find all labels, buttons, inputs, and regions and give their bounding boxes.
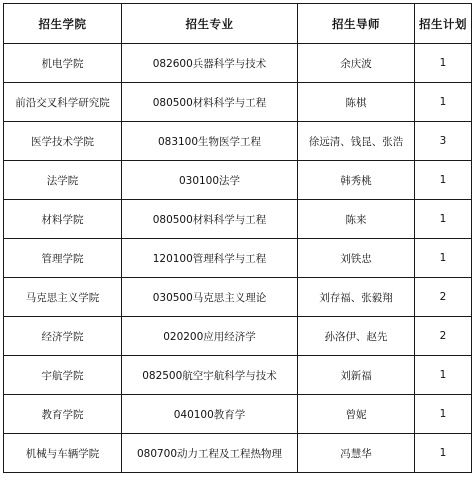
enrollment-table	[3, 3, 472, 473]
header-major: 招生专业	[122, 4, 298, 44]
cell-advisor: 余庆波	[298, 44, 415, 83]
cell-college: 医学技术学院	[4, 122, 122, 161]
table-row	[4, 395, 472, 434]
cell-major: 120100管理科学与工程	[122, 239, 298, 278]
cell-college: 机电学院	[4, 44, 122, 83]
cell-quota: 1	[415, 161, 472, 200]
cell-major: 080700动力工程及工程热物理	[122, 434, 298, 473]
cell-college: 前沿交叉科学研究院	[4, 83, 122, 122]
cell-quota: 1	[415, 44, 472, 83]
cell-quota: 1	[415, 83, 472, 122]
header-quota: 招生计划	[415, 4, 472, 44]
table-row	[4, 434, 472, 473]
cell-college: 教育学院	[4, 395, 122, 434]
cell-advisor: 孙洛伊、赵先	[298, 317, 415, 356]
cell-advisor: 冯慧华	[298, 434, 415, 473]
cell-college: 宇航学院	[4, 356, 122, 395]
cell-advisor: 陈棋	[298, 83, 415, 122]
cell-major: 040100教育学	[122, 395, 298, 434]
cell-quota: 1	[415, 356, 472, 395]
cell-major: 030500马克思主义理论	[122, 278, 298, 317]
cell-college: 法学院	[4, 161, 122, 200]
cell-quota: 1	[415, 434, 472, 473]
cell-quota: 1	[415, 200, 472, 239]
table-row	[4, 356, 472, 395]
cell-major: 030100法学	[122, 161, 298, 200]
cell-quota: 3	[415, 122, 472, 161]
table-row	[4, 122, 472, 161]
table-row	[4, 161, 472, 200]
cell-major: 020200应用经济学	[122, 317, 298, 356]
table-row	[4, 44, 472, 83]
cell-quota: 2	[415, 317, 472, 356]
cell-advisor: 刘存福、张毅翔	[298, 278, 415, 317]
cell-advisor: 刘新福	[298, 356, 415, 395]
cell-quota: 1	[415, 239, 472, 278]
cell-major: 083100生物医学工程	[122, 122, 298, 161]
table-header-row	[4, 4, 472, 44]
table-row	[4, 278, 472, 317]
cell-advisor: 徐远清、钱昆、张浩	[298, 122, 415, 161]
header-advisor: 招生导师	[298, 4, 415, 44]
cell-college: 经济学院	[4, 317, 122, 356]
cell-quota: 1	[415, 395, 472, 434]
cell-college: 马克思主义学院	[4, 278, 122, 317]
cell-advisor: 曾妮	[298, 395, 415, 434]
table-row	[4, 83, 472, 122]
cell-major: 080500材料科学与工程	[122, 200, 298, 239]
cell-quota: 2	[415, 278, 472, 317]
cell-college: 管理学院	[4, 239, 122, 278]
header-college: 招生学院	[4, 4, 122, 44]
cell-major: 080500材料科学与工程	[122, 83, 298, 122]
table-row	[4, 239, 472, 278]
cell-major: 082600兵器科学与技术	[122, 44, 298, 83]
table-row	[4, 317, 472, 356]
cell-major: 082500航空宇航科学与技术	[122, 356, 298, 395]
cell-college: 材料学院	[4, 200, 122, 239]
cell-advisor: 陈来	[298, 200, 415, 239]
cell-advisor: 刘铁忠	[298, 239, 415, 278]
cell-advisor: 韩秀桃	[298, 161, 415, 200]
table-row	[4, 200, 472, 239]
cell-college: 机械与车辆学院	[4, 434, 122, 473]
